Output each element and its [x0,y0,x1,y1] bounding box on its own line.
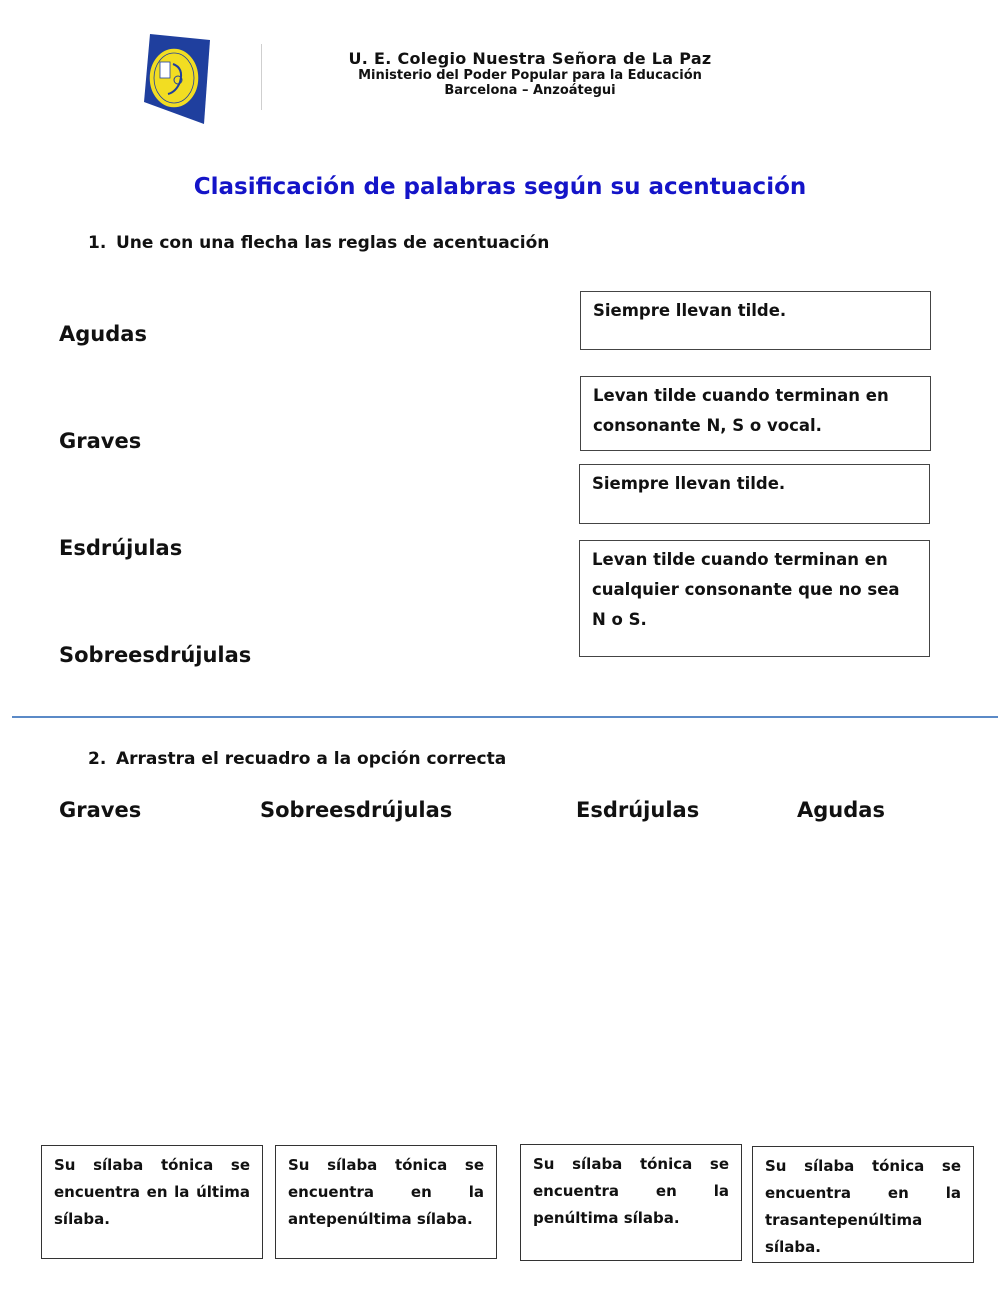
rule-box[interactable]: Siempre llevan tilde. [579,464,930,524]
term-agudas[interactable]: Agudas [59,322,147,346]
question-2-number: 2. [88,749,107,769]
drop-target-graves[interactable]: Graves [59,798,142,822]
term-graves[interactable]: Graves [59,429,142,453]
drop-target-agudas[interactable]: Agudas [797,798,885,822]
term-sobreesdrujulas[interactable]: Sobreesdrújulas [59,643,252,667]
draggable-card[interactable]: Su sílaba tónica se encuentra en la última sílaba. [41,1145,263,1259]
drop-target-esdrujulas[interactable]: Esdrújulas [576,798,700,822]
question-1-instruction [88,233,549,253]
rule-box[interactable]: Levan tilde cuando terminan en consonante N, S o vocal. [580,376,931,451]
school-name: U. E. Colegio Nuestra Señora de La Paz [348,49,712,68]
rule-box[interactable]: Levan tilde cuando terminan en cualquier consonante que no sea N o S. [579,540,930,657]
ministry-name: Ministerio del Poder Popular para la Educación [358,68,702,83]
draggable-card[interactable]: Su sílaba tónica se encuentra en la antepenúltima sílaba. [275,1145,497,1259]
draggable-card[interactable]: Su sílaba tónica se encuentra en la trasantepenúltima sílaba. [752,1146,974,1263]
header-divider [261,44,262,110]
drop-target-sobreesdrujulas[interactable]: Sobreesdrújulas [260,798,453,822]
question-2-text: Arrastra el recuadro a la opción correcta [116,749,507,769]
draggable-card[interactable]: Su sílaba tónica se encuentra en la penúltima sílaba. [520,1144,742,1261]
question-2-instruction [88,749,506,769]
rule-box[interactable]: Siempre llevan tilde. [580,291,931,350]
section-divider [12,716,998,718]
question-1-number: 1. [88,233,107,253]
page-title: Clasificación de palabras según su acentuación [193,174,807,200]
school-logo [140,32,214,126]
question-1-text: Une con una flecha las reglas de acentuación [116,233,550,253]
term-esdrujulas[interactable]: Esdrújulas [59,536,183,560]
school-location: Barcelona – Anzoátegui [444,83,616,98]
